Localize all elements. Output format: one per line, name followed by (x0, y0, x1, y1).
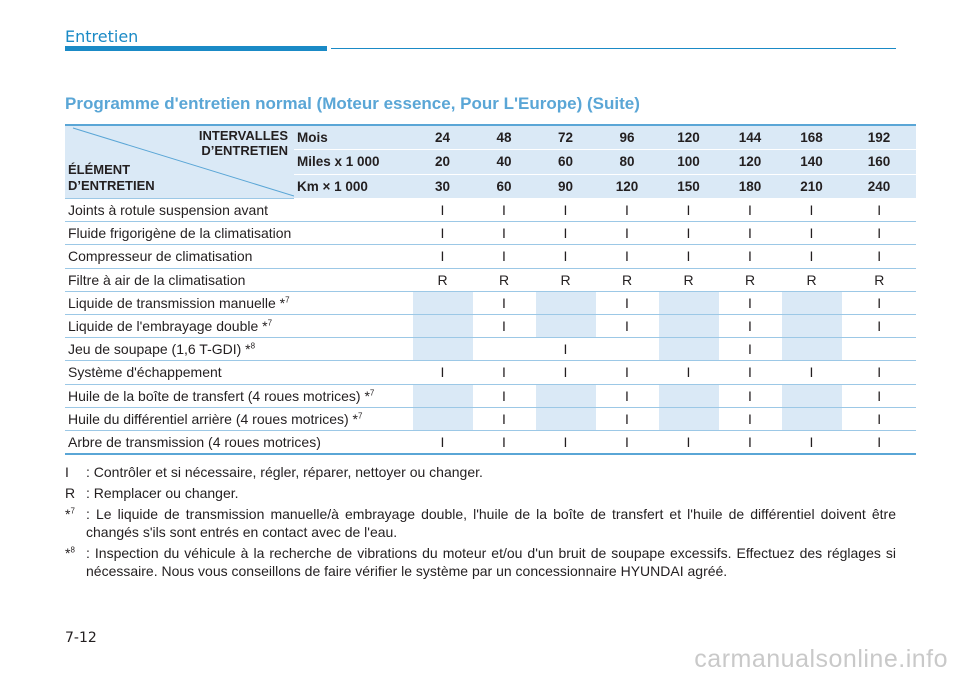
item-name (65, 291, 412, 314)
schedule-cell: I (535, 222, 596, 245)
schedule-cell (781, 407, 842, 430)
schedule-cell: I (842, 314, 916, 337)
item-name (65, 314, 412, 337)
table-row (65, 245, 916, 268)
item-name (65, 407, 412, 430)
section-rule-thin (331, 48, 896, 49)
schedule-cell (781, 291, 842, 314)
footnote-marker: 8 (250, 341, 256, 351)
schedule-cell: R (658, 268, 719, 291)
table-row (65, 314, 916, 337)
interval-value: 120 (658, 125, 719, 150)
interval-value: 40 (473, 150, 535, 175)
interval-value: 80 (596, 150, 658, 175)
item-name-text: Huile du différentiel arrière (4 roues motrices) * (68, 410, 358, 427)
schedule-cell: I (658, 222, 719, 245)
schedule-cell: I (535, 245, 596, 268)
schedule-cell: R (719, 268, 781, 291)
legend-note (65, 463, 896, 481)
schedule-cell: I (473, 361, 535, 384)
schedule-cell: I (473, 407, 535, 430)
interval-value: 150 (658, 174, 719, 199)
schedule-cell: I (842, 245, 916, 268)
schedule-cell (473, 338, 535, 361)
interval-value: 24 (412, 125, 473, 150)
legend-notes (65, 463, 896, 583)
note-text: : Contrôler et si nécessaire, régler, réparer, nettoyer ou changer. (86, 464, 483, 480)
schedule-cell: R (596, 268, 658, 291)
schedule-cell: I (596, 384, 658, 407)
interval-unit-label: Miles x 1 000 (294, 150, 412, 175)
legend-note (65, 484, 896, 502)
schedule-cell: I (473, 245, 535, 268)
items-label (68, 162, 155, 194)
item-name-text: Jeu de soupape (1,6 T-GDI) * (68, 341, 251, 358)
schedule-cell: I (596, 291, 658, 314)
schedule-cell: I (473, 199, 535, 222)
legend-note (65, 505, 896, 541)
schedule-cell: I (535, 361, 596, 384)
intervals-label-line1: INTERVALLES (198, 128, 288, 143)
item-name-text: Filtre à air de la climatisation (68, 271, 246, 288)
schedule-cell: I (658, 245, 719, 268)
schedule-cell: I (842, 430, 916, 453)
intervals-label (199, 128, 288, 158)
schedule-cell: I (781, 430, 842, 453)
footnote-marker: 7 (357, 411, 363, 421)
interval-value: 168 (781, 125, 842, 150)
schedule-cell: I (596, 361, 658, 384)
schedule-cell: I (473, 384, 535, 407)
schedule-cell: I (719, 222, 781, 245)
interval-value: 48 (473, 125, 535, 150)
schedule-cell (535, 384, 596, 407)
schedule-cell (535, 407, 596, 430)
item-name (65, 245, 412, 268)
schedule-cell (842, 338, 916, 361)
schedule-cell: R (473, 268, 535, 291)
item-name-text: Compresseur de climatisation (68, 248, 253, 265)
note-key (65, 544, 75, 562)
schedule-cell: I (781, 245, 842, 268)
table-row (65, 199, 916, 222)
note-text: : Inspection du véhicule à la recherche de vibrations du moteur et/ou d'un bruit de soupape excessifs. Effectuez des réglages si nécessaire. Nous vous conseillons de faire vérifier le système par un concessionnaire HYUNDAI agréé. (86, 545, 896, 579)
interval-value: 90 (535, 174, 596, 199)
schedule-cell (412, 407, 473, 430)
schedule-cell: I (412, 222, 473, 245)
note-key (65, 484, 75, 502)
schedule-cell: I (842, 291, 916, 314)
schedule-cell (412, 384, 473, 407)
schedule-cell (781, 314, 842, 337)
schedule-cell: R (535, 268, 596, 291)
interval-value: 192 (842, 125, 916, 150)
schedule-cell: I (719, 338, 781, 361)
schedule-cell: I (719, 245, 781, 268)
page-heading: Programme d'entretien normal (Moteur essence, Pour L'Europe) (Suite) (65, 94, 640, 113)
schedule-cell: I (842, 384, 916, 407)
interval-value: 96 (596, 125, 658, 150)
interval-value: 72 (535, 125, 596, 150)
note-key-symbol: I (65, 464, 69, 480)
interval-value: 60 (535, 150, 596, 175)
schedule-cell: I (719, 407, 781, 430)
schedule-cell: I (473, 222, 535, 245)
schedule-cell: R (412, 268, 473, 291)
table-row (65, 384, 916, 407)
intervals-label-line2: D’ENTRETIEN (201, 143, 288, 158)
interval-unit-label: Km × 1 000 (294, 174, 412, 199)
schedule-cell (535, 291, 596, 314)
items-label-line1: ÉLÉMENT (68, 162, 131, 177)
item-name-text: Fluide frigorigène de la climatisation (68, 225, 292, 242)
schedule-cell: I (658, 430, 719, 453)
schedule-cell: R (781, 268, 842, 291)
schedule-cell: I (596, 430, 658, 453)
interval-value: 240 (842, 174, 916, 199)
note-key-symbol: * (65, 506, 71, 522)
interval-unit-label: Mois (294, 125, 412, 150)
note-key-sup: 8 (70, 545, 75, 555)
item-name-text: Liquide de l'embrayage double * (68, 318, 268, 335)
schedule-cell: R (842, 268, 916, 291)
section-title: Entretien (65, 27, 139, 46)
schedule-cell: I (535, 199, 596, 222)
schedule-cell (781, 384, 842, 407)
interval-value: 100 (658, 150, 719, 175)
schedule-cell: I (596, 222, 658, 245)
schedule-cell: I (719, 384, 781, 407)
table-row (65, 268, 916, 291)
item-name-text: Huile de la boîte de transfert (4 roues motrices) * (68, 387, 370, 404)
note-key (65, 463, 69, 481)
schedule-cell: I (658, 199, 719, 222)
schedule-cell: I (842, 222, 916, 245)
schedule-cell: I (842, 199, 916, 222)
schedule-cell (781, 338, 842, 361)
schedule-cell: I (781, 199, 842, 222)
schedule-cell: I (596, 314, 658, 337)
items-label-line2: D’ENTRETIEN (68, 178, 155, 193)
schedule-cell (412, 338, 473, 361)
schedule-cell: I (719, 430, 781, 453)
item-name (65, 430, 412, 453)
schedule-cell: I (842, 407, 916, 430)
interval-value: 144 (719, 125, 781, 150)
schedule-cell: I (473, 314, 535, 337)
schedule-cell: I (412, 199, 473, 222)
schedule-cell: I (412, 245, 473, 268)
watermark: carmanualsonline.info (694, 645, 948, 673)
schedule-cell: I (719, 291, 781, 314)
note-text: : Remplacer ou changer. (86, 485, 239, 501)
schedule-cell: I (781, 361, 842, 384)
schedule-cell: I (412, 430, 473, 453)
footnote-marker: 7 (369, 387, 375, 397)
schedule-cell: I (719, 314, 781, 337)
schedule-cell: I (535, 430, 596, 453)
schedule-cell: I (842, 361, 916, 384)
schedule-cell: I (719, 199, 781, 222)
item-name (65, 384, 412, 407)
interval-value: 160 (842, 150, 916, 175)
interval-value: 210 (781, 174, 842, 199)
schedule-cell: I (596, 199, 658, 222)
footnote-marker: 7 (267, 318, 273, 328)
item-name-text: Joints à rotule suspension avant (68, 202, 269, 219)
item-name-text: Arbre de transmission (4 roues motrices) (68, 433, 321, 450)
interval-value: 120 (719, 150, 781, 175)
interval-value: 20 (412, 150, 473, 175)
schedule-cell: I (719, 361, 781, 384)
note-key-symbol: * (65, 545, 71, 561)
schedule-cell: I (781, 222, 842, 245)
table-row (65, 291, 916, 314)
table-corner-header (65, 125, 294, 199)
footnote-marker: 7 (285, 295, 290, 305)
schedule-cell (412, 314, 473, 337)
item-name (65, 222, 412, 245)
interval-header-row (65, 125, 916, 150)
schedule-cell (658, 291, 719, 314)
item-name-text: Liquide de transmission manuelle * (68, 294, 286, 311)
interval-value: 140 (781, 150, 842, 175)
table-row (65, 407, 916, 430)
schedule-cell (596, 338, 658, 361)
item-name (65, 268, 412, 291)
interval-value: 30 (412, 174, 473, 199)
schedule-cell: I (596, 407, 658, 430)
schedule-cell: I (412, 361, 473, 384)
page-number: 7-12 (65, 630, 97, 646)
schedule-cell: I (596, 245, 658, 268)
item-name (65, 338, 412, 361)
interval-value: 60 (473, 174, 535, 199)
note-text: : Le liquide de transmission manuelle/à embrayage double, l'huile de la boîte de transfert et l'huile de différentiel doivent être changés s'ils sont entrés en contact avec de l'eau. (86, 506, 896, 540)
schedule-cell: I (658, 361, 719, 384)
item-name-text: Système d'échappement (68, 364, 222, 381)
schedule-cell (535, 314, 596, 337)
table-row (65, 338, 916, 361)
table-row (65, 361, 916, 384)
table-row (65, 430, 916, 453)
note-key-sup: 7 (70, 506, 75, 516)
schedule-cell (658, 384, 719, 407)
schedule-cell: I (473, 430, 535, 453)
note-key (65, 505, 75, 523)
item-name (65, 361, 412, 384)
interval-value: 120 (596, 174, 658, 199)
section-rule-thick (65, 46, 327, 51)
maintenance-table (65, 124, 916, 455)
note-key-symbol: R (65, 485, 76, 501)
schedule-cell: I (535, 338, 596, 361)
schedule-cell: I (473, 291, 535, 314)
schedule-cell (658, 314, 719, 337)
schedule-cell (658, 407, 719, 430)
schedule-cell (658, 338, 719, 361)
schedule-cell (412, 291, 473, 314)
legend-note (65, 544, 896, 580)
interval-value: 180 (719, 174, 781, 199)
table-row (65, 222, 916, 245)
item-name (65, 199, 412, 222)
